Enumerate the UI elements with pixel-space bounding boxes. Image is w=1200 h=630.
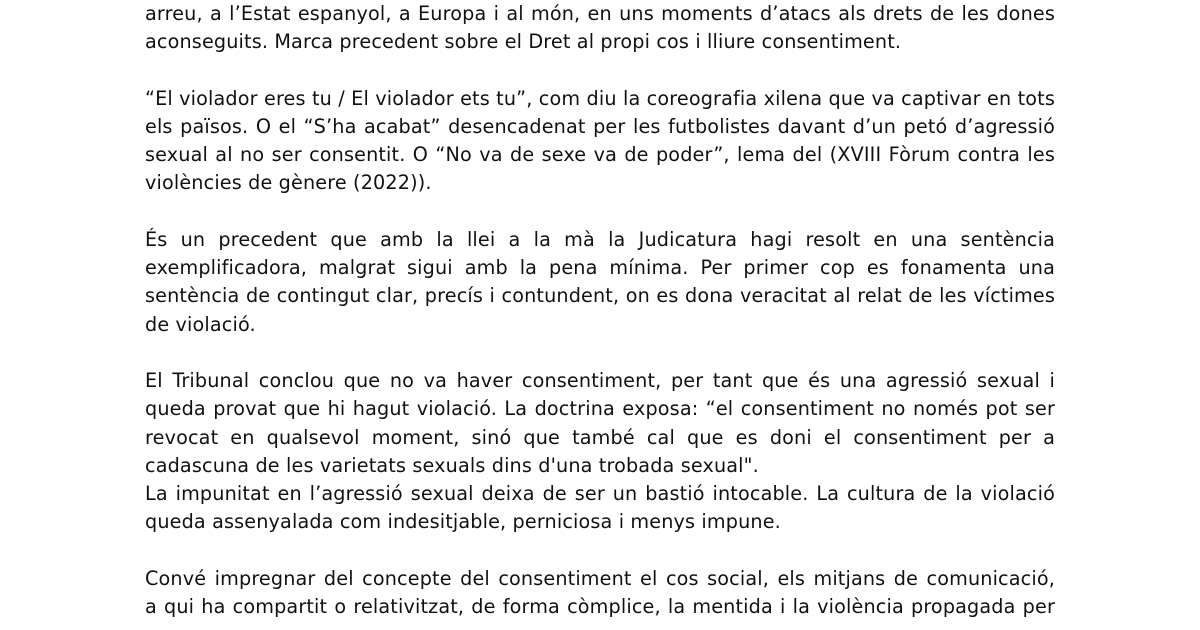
paragraph-gap <box>145 198 1055 226</box>
text-line: els països. O el “S’ha acabat” desencadenat per les futbolistes davant d’un petó d’agressió <box>145 114 1055 138</box>
text-line: arreu, a l’Estat espanyol, a Europa i al món, en uns moments d’atacs als drets de les dones <box>145 2 1055 25</box>
text-line: sentència de contingut clar, precís i contundent, on es dona veracitat al relat de les víctimes <box>145 284 1055 308</box>
text-line: violències de gènere (2022)). <box>145 171 432 195</box>
text-line: de violació. <box>145 312 256 336</box>
text-line: queda provat que hi hagut violació. La doctrina exposa: “el consentiment no només pot ser <box>145 397 1055 421</box>
text-line: El Tribunal conclou que no va haver consentiment, per tant que és una agressió sexual i <box>145 368 1055 392</box>
text-line: “El violador eres tu / El violador ets tu”, com diu la coreografia xilena que va captivar en tots <box>145 86 1055 110</box>
text-line: a qui ha compartit o relativitzat, de forma còmplice, la mentida i la violència propagada per <box>145 595 1055 619</box>
text-line: cadascuna de les varietats sexuals dins d'una trobada sexual". <box>145 453 759 477</box>
paragraph-2 <box>145 85 1055 198</box>
paragraph-gap <box>145 537 1055 565</box>
paragraph-3 <box>145 226 1055 339</box>
text-line: exemplificadora, malgrat sigui amb la pena mínima. Per primer cop es fonamenta una <box>145 256 1055 280</box>
paragraph-gap <box>145 339 1055 367</box>
paragraph-5 <box>145 565 1055 622</box>
paragraph-4 <box>145 367 1055 537</box>
text-line: aconseguits. Marca precedent sobre el Dret al propi cos i lliure consentiment. <box>145 30 902 54</box>
text-line: La impunitat en l’agressió sexual deixa de ser un bastió intocable. La cultura de la violació <box>145 482 1055 506</box>
text-line: sexual al no ser consentit. O “No va de sexe va de poder”, lema del (XVIII Fòrum contra les <box>145 143 1055 167</box>
text-line: revocat en qualsevol moment, sinó que també cal que es doni el consentiment per a <box>145 425 1055 449</box>
text-line: queda assenyalada com indesitjable, perniciosa i menys impune. <box>145 510 781 534</box>
paragraph-1 <box>145 0 1055 57</box>
text-line: És un precedent que amb la llei a la mà la Judicatura hagi resolt en una sentència <box>145 227 1055 251</box>
document-body <box>145 0 1055 621</box>
paragraph-gap <box>145 57 1055 85</box>
text-line: Convé impregnar del concepte del consentiment el cos social, els mitjans de comunicació, <box>145 566 1055 590</box>
